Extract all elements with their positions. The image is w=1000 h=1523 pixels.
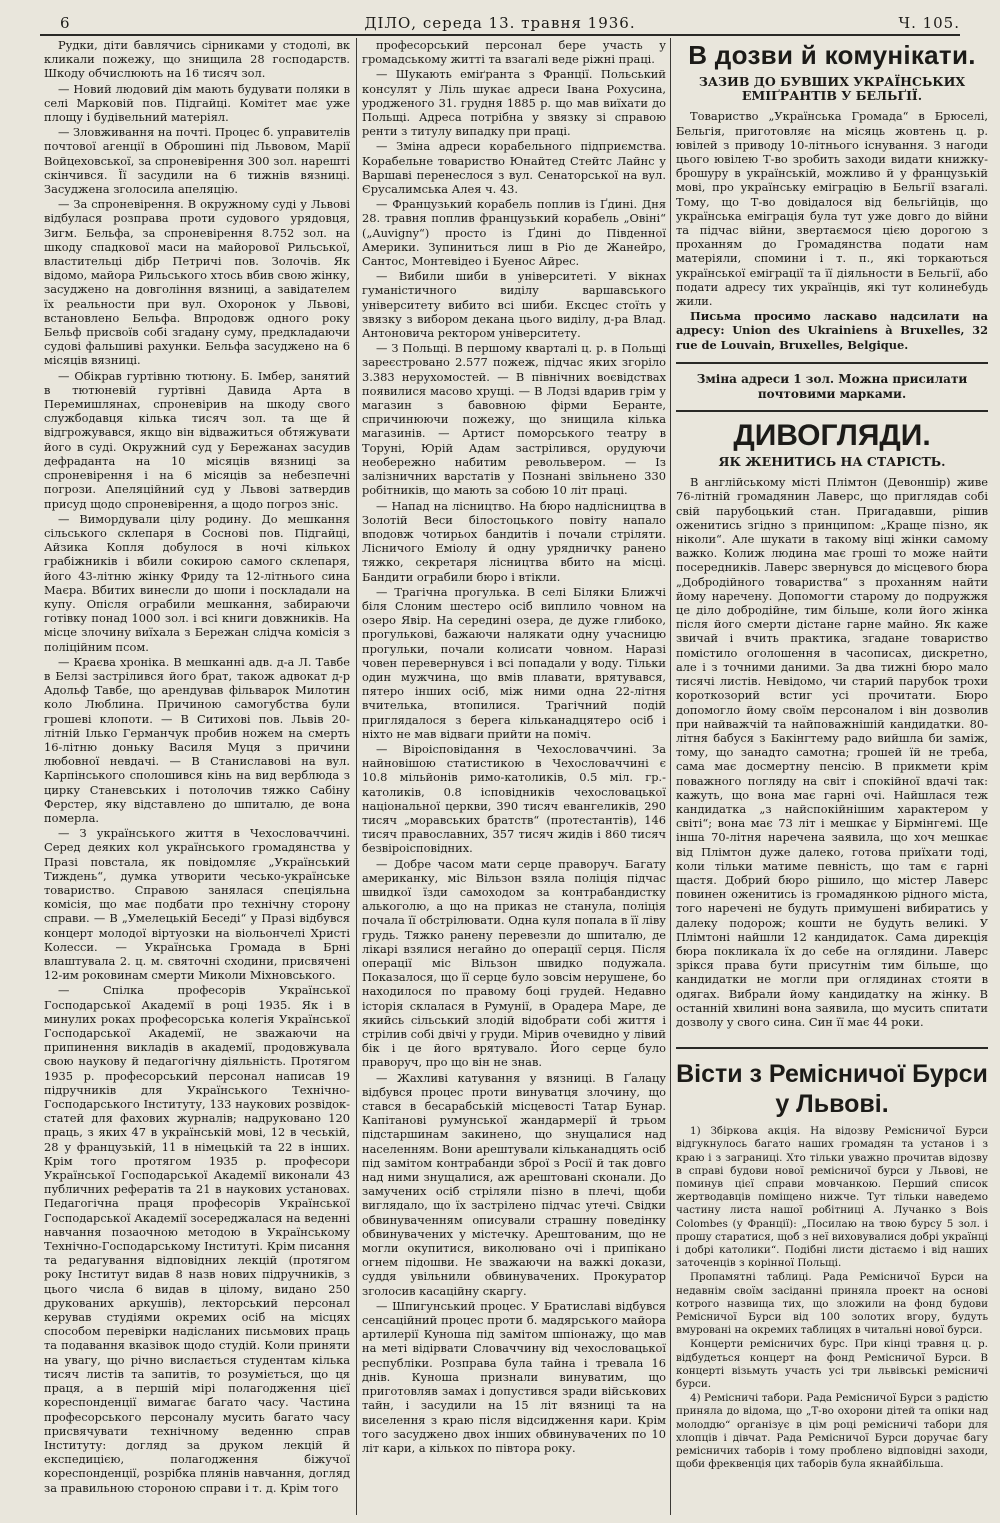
news-item: — Новий людовий дім мають будувати поляки в селі Марковій пов. Підгайці. Комітет має уже площу і будівельний матеріял. xyxy=(44,81,350,125)
column-3 xyxy=(676,38,988,1515)
section-title: В дозви й комунікати. xyxy=(688,40,976,70)
news-item: — Обікрав гуртівню тютюну. Б. Імбер, занятий в тютюневій гуртівні Давида Арта в Перемишлянах, спроневірив на шкоду свого службодавця кілька тисяч зол. та ще й відгрожувався, якщо він відважиться обтяжувати його в суді. Окружний суд у Бережанах засудив дефраданта на 10 місяців вязниці за спроневірення і на 6 місяців за небезпечні погрози. Апеляційний суд у Львові затвердив присуд щодо спроневірення, а щодо погроз зніс. xyxy=(44,368,350,511)
issue-number: Ч. 105. xyxy=(898,14,960,32)
school-news-item: 1) Збіркова акція. На відозву Ремісничої Бурси відгукнулось багато наших громадян та установ і з краю і з заграниці. Хто тільки уважно прочитав відозву в справі будови нової ремісничої бурси у Львові, не поминув цієї справи мовчанкою. Перший список жертводавців поміщено нижче. Тут тільки наведемо частину листа нашої робітниці А. Лучанко з Bois Colombes (у Франції): „Посилаю на твою бурсу 5 зол. і прошу старатися, щоб з неї виховувалися добрі українці і добрі католики“. Подібні листи дістаємо і від наших заточенців з корінної Польщі. xyxy=(676,1125,988,1270)
page-number: 6 xyxy=(60,14,71,32)
page-header xyxy=(40,10,960,36)
appeal-body: Товариство „Українська Громада“ в Брюселі, Бельгія, приготовляє на місяць жовтень ц. р. ювілей з приводу 10-літнього існування. З нагоди цього ювілею Т-во зробить заходи видати книжку-брошуру в українській, можливо й у французькій мові, про українську еміграцію в Бельгії взагалі. Тому, що Т-во довідалося від бельгійців, що українська еміграція була тут уже довго до війни та підчас війни, звертаємося цією дорогою з проханням до Громадянства подати нам матеріяли, спомини і т. п., які торкаються української еміграції та її діяльности в Бельгії, або подати адресу тих українців, які тут колинебудь жили. xyxy=(676,109,988,308)
news-item: — Шпигунський процес. У Братиславі відбувся сенсаційний процес проти б. мадярського майора артилерії Кунoша під замітом шпіонажу, що мав на меті відірвати Словаччину від чехословацької республіки. Розправа була тайна і тревала 16 днів. Кунoша признали винуватим, що приготовляв замах і допустився зради військових тайн, і засудили на 15 літ вязниці та на виселення з краю після відсидження кари. Крім того засуджено двох інших обвинувачених по 10 літ кари, а кількох по півтора року. xyxy=(362,1298,666,1455)
news-item: — Шукають еміґранта з Франції. Польський консулят у Ліль шукає адреси Івана Рохусина, уродженого 31. грудня 1885 р. що мав виїхати до Польщі. Адреса потрібна у звязку зі справою ренти з титулу випадку при праці. xyxy=(362,67,666,139)
news-item: — Зміна адреси корабельного підприємства. Корабельне товариство Юнайтед Стейтс Лайнс у Варшаві перенеслося з вул. Сенаторської на вул. Єрусалимська Алея ч. 43. xyxy=(362,139,666,197)
appeal-letters: Письма просимо ласкаво надсилати на адресу: Union des Ukrainiens à Bruxelles, 32 rue de Louvain, Bruxelles, Belgique. xyxy=(676,309,988,352)
news-item: — Вибили шиби в університеті. У вікнах гуманістичного виділу варшавського університету вибито всі шиби. Ексцес стоїть у звязку з вибором декана цього виділу, д-ра Влад. Антоновича ректором університету. xyxy=(362,269,666,341)
news-item: — Віроісповідання в Чехословаччині. За найновішою статистикою в Чехословаччині є 10.8 мільйонів римо-католиків, 0.5 міл. гр.-католиків, 0.8 ісповідників чехословацької національної церкви, 390 тисяч евангеликів, 290 тисяч „моравських братств“ (протестантів), 146 тисяч православних, 357 тисяч жидів і 860 тисяч безвіроісповідних. xyxy=(362,741,666,856)
news-item: — Французький корабель поплив із Ґдині. Дня 28. травня поплив французький корабель „Овіні“ („Auvigny“) просто із Ґдині до Південної Америки. Зупиниться лиш в Ріо де Жанейро, Сантос, Монтевідео і Буенос Айрес. xyxy=(362,197,666,269)
address-change-note: Зміна адреси 1 зол. Можна присилати почтовими марками. xyxy=(676,362,988,412)
news-item: — З Польщі. В першому кварталі ц. р. в Польщі зареєстровано 2.577 пожеж, підчас яких згоріло 3.383 нерухомостей. — В північних воєвідствах появилися масово хрущі. — В Лодзі вдарив грім у магазин з бавовною фірми Беранте, спричинюючи пожежу, що знищила кілька магазинів. — Артист поморського театру в Торуні, Юрій Адам застрілився, орудуючи необережно набитим револьвером. — Із залізничних варстатів у Познані звільнено 330 робітників, що мають за собою 10 літ праці. xyxy=(362,341,666,498)
column-divider xyxy=(356,38,357,1515)
school-news-item: Концерти ремісничих бурс. При кінці травня ц. р. відбудеться концерт на фонд Ремісничої Бурси. В концерті візьмуть участь усі три львівські ремісничі бурси. xyxy=(676,1338,988,1391)
column-1 xyxy=(44,38,350,1515)
curiosities-subtitle: ЯК ЖЕНИТИСЬ НА СТАРІСТЬ. xyxy=(718,454,946,470)
news-item: — Трагічна прогулька. В селі Біляки Ближчі біля Слоним шестеро осіб виплило човном на озеро Явір. На середині озера, де дуже глибоко, прогулькові, бажаючи налякати одну учасницю прогульки, почали колисати човном. Наразі човен перевернувся і всі попадали у воду. Тільки один мужчина, що вмів плавати, врятувався, пятеро інших осіб, між ними одна 22-літня вчителька, втопилися. Трагічний подій приглядалося з берега кільканадцятеро осіб і ніхто не мав відваги прийти на поміч. xyxy=(362,584,666,741)
news-item: — Спілка професорів Української Господарської Академії в році 1935. Як і в минулих роках професорська колегія Української Господарської Академії, не зважаючи на припинення викладів в академії, продовжувала свою наукову й педагогічну діяльність. Протягом 1935 р. професорський персонал написав 19 підручників для Українського Технічно-Господарського Інституту, 133 наукових розвідок-статей для фахових журналів; надруковано 120 праць, з яких 47 в українській мові, 12 в чеській, 28 у французькій, 11 в німецькій та 22 в інших. Крім того протягом 1935 р. професори Української Господарської Академії виконали 43 публичних рефератів та 21 в наукових установах. Педагогічна праця професорів Української Господарської Академії зосереджалася на веденні навчання позаочною методою в Українському Технічно-Господарському Інституті. Крім писання та редагування відповідних лекцій (протягом року Інститут видав 8 назв нових підручників, з цього числа 6 видав в цілому, видано 250 друкованих аркушів), лекторський персонал керував студіями окремих осіб на місцях способом перевірки надісланих письмових праць та подавання вказівок щодо студій. Коли приняти на увагу, що річно вислається студентам кілька тисяч листів та запитів, то розуміється, що ця праця, а в першій мірі полагодження цієї кореспонденції вимагає багато часу. Частина професорського персоналу мусить багато часу присвячувати технічному веденню справ Інституту: догляд за друком лекцій й експедицією, полагодження біжучої кореспонденції, розрібка плянів навчання, догляд за правильною стороною справи і т. д. Крім того xyxy=(44,983,350,1495)
curiosities-body: В англійському місті Плімтон (Девоншір) живе 76-літній громадянин Лаверс, що приглядав собі свій парубоцький стан. Пригадавши, рішив оженитись згідно з принципом: „Краще пізно, як ніколи“. Але шукати в такому віці жінки самому важко. Колиж людина має гроші то може найти посередників. Лаверс звернувся до місцевого бюра „Добродійного товариства“ з проханням найти йому наречену. Допомогти старому до подружжя це діло добродійне, тим більше, коли його жінка після його смерти дістане гарне майно. Як каже звичай і вчить практика, згадане товариство помістило оголошення в часописах, дискретно, але і з точними даними. За два тижні бюро мало тисячі листів. Невідомо, чи старий парубок трохи короткозорий встиг усі прочитати. Бюро допомогло йому своїм персоналом і він дозволив при найважчій та найповажнішій кандидатки. 80-літня бабуся з Бакінгтему радо вийшла би заміж, тому, що занадто самотна; грошей їй не треба, сама має досмертну пенсію. В прикмети крім поважного погляду на світ і спокійної вдачі так: кажуть, що вона має гарні очі. Найшлася теж кандидатка „з найспокійнішим характером у світі“; вона має 73 літ і мешкає у Бірмінгемі. Ще інша 70-літня наречена заявила, що хоч мешкає від Плімтон дуже далеко, готова приїхати тоді, коли тільки матиме певність, що там є гарні щастя. Добрий бюро рішило, що містер Лаверс повинен оженитись із громадянкою рідного міста, того наречені не будуть примушені вибиратись у далеку подорож; кошти не будуть великі. У Плімтоні найшли 12 кандидаток. Сама дирекція бюра покликала їх до себе на оглядини. Лаверс зрікся права бути присутнім тим більше, що кандидатки не могли при оглядинах стояти в одягах. Вибрали йому кандидатку на жінку. В останній хвилині вона заявила, що мусить спитати дозволу у свого сина. Син її має 44 роки. xyxy=(676,475,988,1029)
news-item: — За спроневірення. В окружному суді у Львові відбулася розправа проти судового урядовця, Зигм. Бельфа, за спроневірення 8.752 зол. на шкоду спадкової маси на майорової Рильської, властительці дібр Петричі пов. Золочів. Як відомо, майорa Рильського хтось вбив свою жінку, засуджено на довгоління вязниці, а завідателем їх реальности при вул. Охоронок у Львові, встановлено Бельфа. Впродовж одного року Бельф присвоїв собі згадану суму, предкладаючи судові фальшиві рахунки. Бельфа засуджено на 6 місяців вязниці. xyxy=(44,197,350,368)
news-item: — Напад на лісництво. На бюро надлісництва в Золотій Веси білостоцького повіту напало вподовж чотирьох бандитів і почали стріляти. Лісничого Еміолу й одну урядничку ранено тяжко, секретаря лісництва вбито на місці. Бандити ограбили бюро і втікли. xyxy=(362,498,666,584)
news-item: — Краєва хроніка. В мешканні адв. д-а Л. Тавбе в Белзі застрілився його брат, також адвокат д-р Адольф Тавбе, що арендував фільварок Милотин коло Люблина. Причиною самогубства були грошеві клопоти. — В Ситихові пов. Львів 20-літній Ілько Германчук пробив ножем на смерть 16-літню доньку Василя Муця з причини любовної невдачі. — В Станиславові на вул. Карпінського сполошився кінь на вид верблюда з цирку Станевських і потолочив тяжко Сабіну Ферстер, яку відставлено до шпиталю, де вона померла. xyxy=(44,654,350,825)
school-news-title: Вісти з Ремісничої Бурси у Львові. xyxy=(676,1047,988,1119)
news-item: — Зловживання на почті. Процес б. управителів почтової агенції в Оброшині під Львовом, Марії Войцеховської, за спроневірення 300 зол. нарешті скінчився. Її засудили на 6 тижнів вязниці. Засуджена зголосила апеляцію. xyxy=(44,125,350,197)
news-item: — Вимордували цілу родину. До мешкання сільського склепаря в Соснові пов. Підгайці, Айзика Копля добулося в ночі кількох грабіжників і вбили сокирою самого склепаря, його 43-літню жінку Фриду та 12-літнього сина Маєра. Вбитих винесли до шопи і поскладали на купу. Опісля ограбили мешкання, забираючи готівку понад 1000 зол. і всі книги довжників. На місце злочину виїхала з Бережан слідча комісія з поліційним псом. xyxy=(44,511,350,654)
school-news-item: Пропамятні таблиці. Рада Ремісничої Бурси на недавнім своїм засіданні приняла проект на основі котрого назвища тих, що зложили на фонд будови Ремісничої Бурси від 100 золотих вгору, будуть вмуровані на окремих таблицях в читальні нової бурси. xyxy=(676,1271,988,1337)
masthead-title: ДІЛО, середа 13. травня 1936. xyxy=(364,14,636,32)
appeal-title: ЗАЗИВ ДО БУВШИХ УКРАЇНСЬКИХ ЕМІҐРАНТІВ У БЕЛЬҐІЇ. xyxy=(698,74,966,104)
column-2 xyxy=(362,38,666,1515)
news-item: — Жахливі катування у вязниці. В Ґалацу відбувся процес проти винуватця злочину, що стався в бесарабській місцевості Татар Бунар. Капітанові румунської жандармерії й трьом підстаршинам закинено, що знущалися над населенням. Вони арештували кільканадцять осіб під замітом контрабанди зброї з Росії й так довго над ними знущалися, аж арештовані сконали. До замучених осіб стріляли пізно в плечі, щоби виглядало, що їх застрілено підчас утечі. Свідки обвинуваченням описували страшну поведінку обвинувачених у містечку. Арештованим, що не могли окупитися, виколювано очі і припікано огнем підошви. Не зважаючи на важкі докази, суддя увільнили обвинувачених. Прокуратор зголосив касаційну скаргу. xyxy=(362,1070,666,1298)
news-item: Рудки, діти бавлячись сірниками у стодолі, вк кликали пожежу, що знищила 28 господарств. Шкоду обчислюють на 16 тисяч зол. xyxy=(44,38,350,81)
column-divider xyxy=(670,38,671,1515)
curiosities-title: ДИВОГЛЯДИ. xyxy=(733,418,931,452)
news-item: професорський персонал бере участь у громадському житті та взагалі веде ріжні праці. xyxy=(362,38,666,67)
school-news-item: 4) Ремісничі табори. Рада Ремісничої Бурси з радістю приняла до відома, що „Т-во охорони дітей та опіки над молоддю“ організує в цім році ремісничі табори для хлопців і дівчат. Рада Ремісничої Бурси доручає багу ремісничих таборів і тому проблено відповідні заходи, щоби фреквенція цих таборів була якнайбільша. xyxy=(676,1392,988,1471)
news-item: — З українського життя в Чехословаччині. Серед деяких кол українського громадянства у Празі повстала, як повідомляє „Український Тиждень“, думка утворити чесько-українське товариство. Справою занялася спеціяльна комісія, що має подбати про технічну сторону справи. — В „Умелецькій Беседі“ у Празі відбувся концерт молодої віртуозки на віольончелі Христі Колесси. — Українська Громада в Брні влаштувала 2. ц. м. святочні сходини, присвячені 12-им роковинам смерти Миколи Міхновського. xyxy=(44,826,350,983)
news-item: — Добре часом мати серце праворуч. Багату американку, міс Вільзон взяла поліція підчас швидкої їзди самоходом за контрабандистку алькоголю, а що на приказ не станула, поліція почала її обстрілювати. Одна куля попала в її ліву грудь. Тяжко ранену перевезли до шпиталю, де лікарі взялися негайно до операції серця. Після операції міс Вільзон швидко подужала. Показалося, що її серце було зовсім нерушене, бо находилося по правому боці грудей. Недавно історія склалася в Румунії, в Орадера Маре, де якийсь сільський злодій відобрати собі життя і стрілив собі двічі у груди. Мірив очевидно у лівий бік і це його врятувало. Його серце було праворуч, про що він не знав. xyxy=(362,856,666,1070)
